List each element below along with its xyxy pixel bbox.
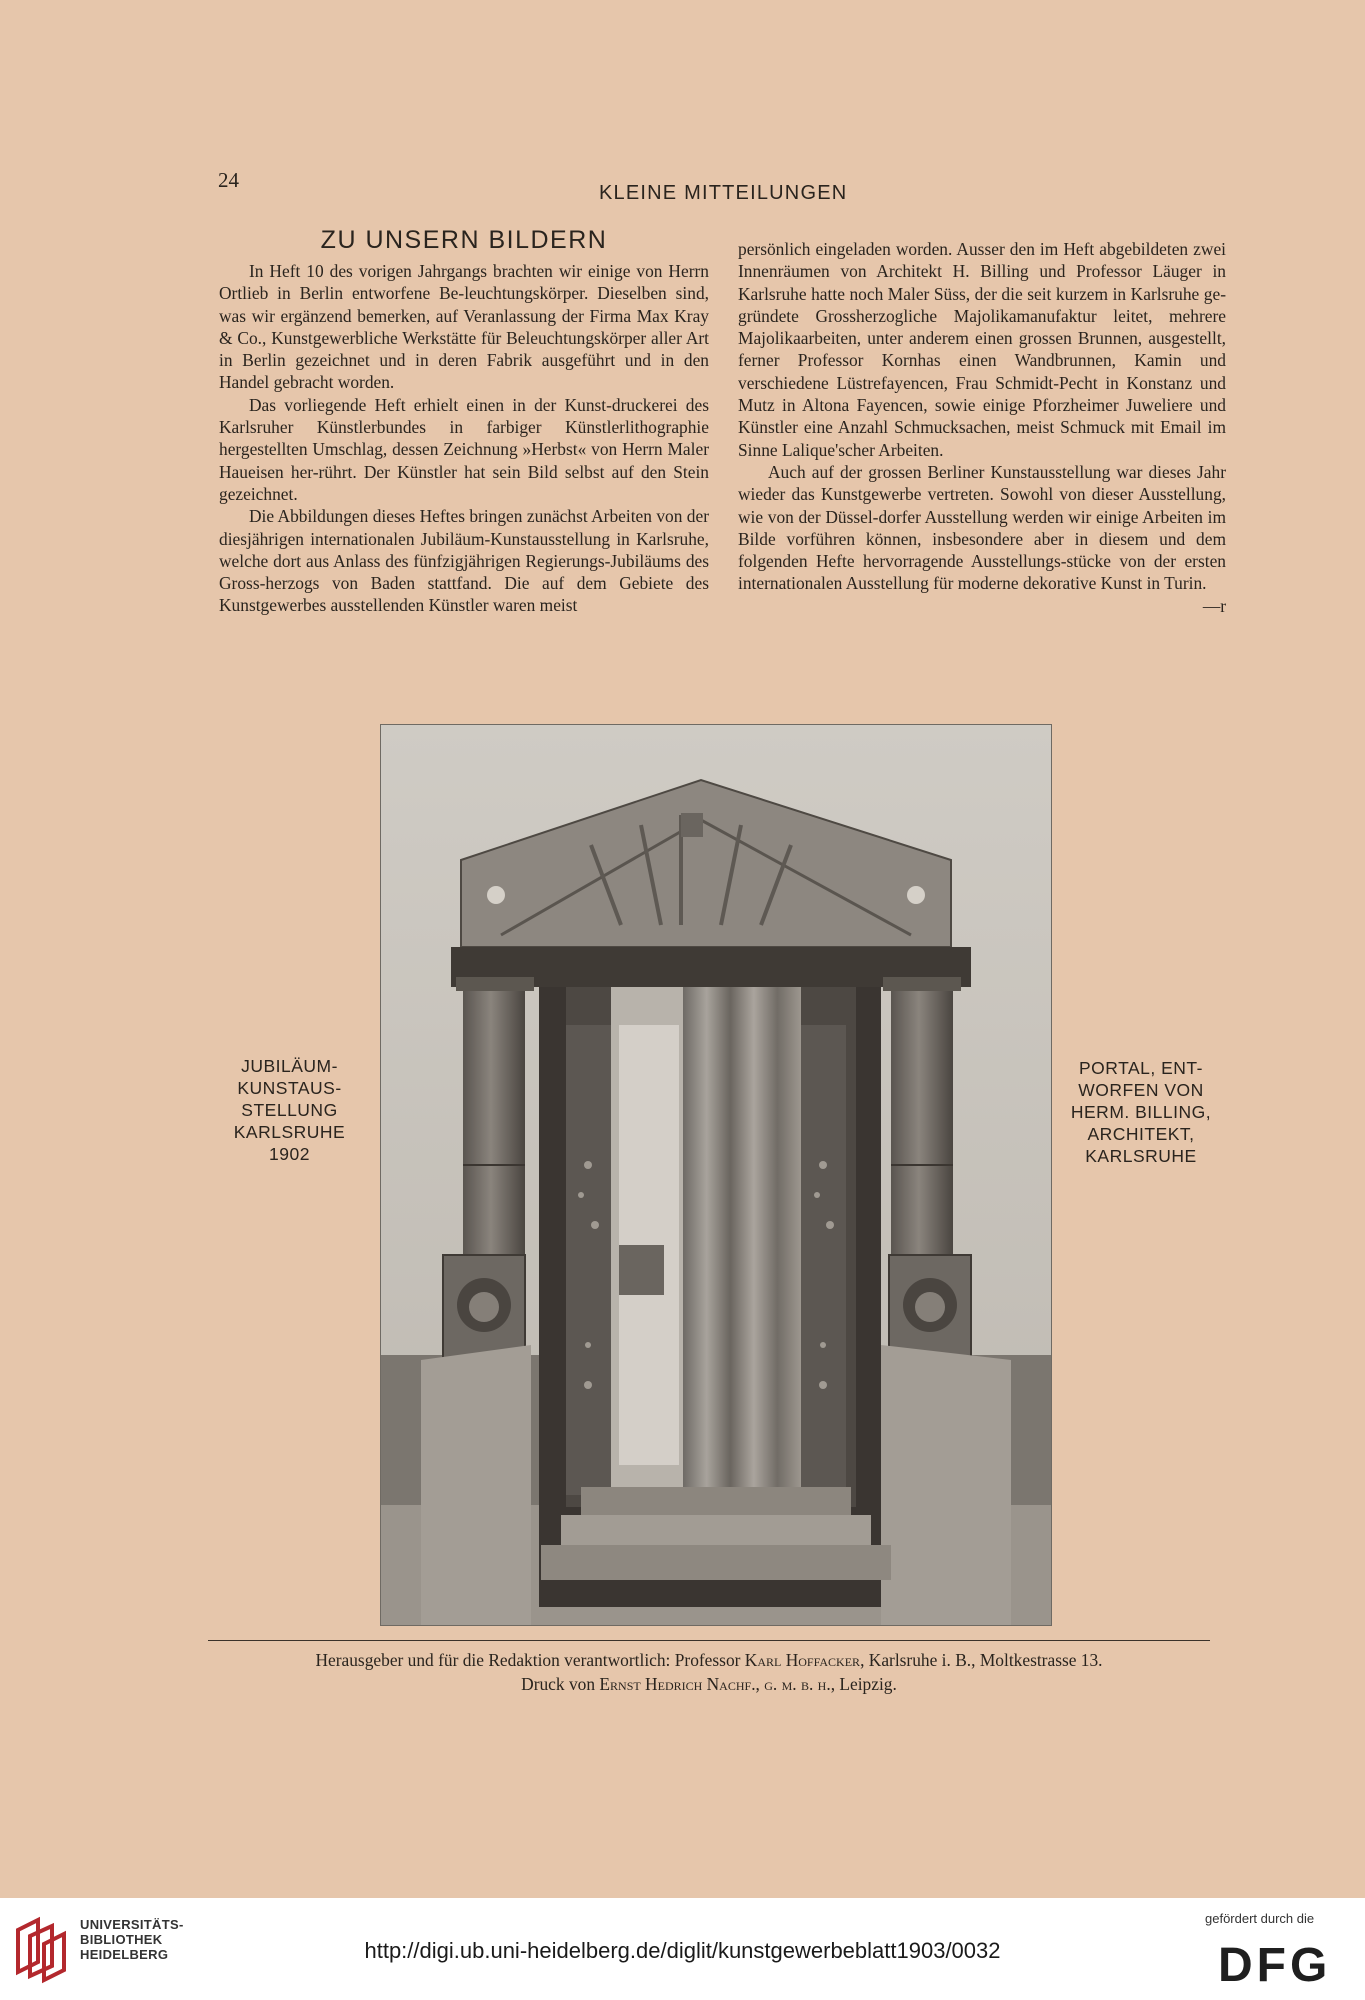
paragraph-text: Auch auf der grossen Berliner Kunstausstellung war dieses Jahr wieder das Kunstgewerbe vertreten. Sowohl von dieser Ausstellung, wie von der Düssel-dorfer Ausstellung werden wir einige Arbeiten im Bilde vorführen können, insbesondere aber in diesem und dem folgenden Hefte hervorragende Ausstellungs-stücke von der ersten internationalen Ausstellung für moderne dekorative Kunst in Turin. [738, 461, 1226, 594]
caption-line: ARCHITEKT, [1087, 1124, 1195, 1144]
library-name-line: BIBLIOTHEK [80, 1932, 163, 1947]
caption-line: 1902 [269, 1144, 310, 1164]
caption-line: HERM. BILLING, [1070, 1102, 1212, 1122]
paragraph: Die Abbildungen dieses Heftes bringen zunächst Arbeiten von der diesjährigen internationalen Jubiläum-Kunstausstellung in Karlsruhe, welche dort aus Anlass des fünfzigjährigen Regierungs-Jubiläums des Gross-herzogs von Baden stattfand. Die auf dem Gebiete des Kunstgewerbes ausstellenden Künstler waren meist [219, 506, 709, 616]
editor-name: Karl Hoffacker [744, 1650, 861, 1670]
library-name-line: UNIVERSITÄTS- [80, 1917, 184, 1932]
curtain [683, 987, 801, 1487]
library-name-line: HEIDELBERG [80, 1947, 169, 1962]
funding-note: gefördert durch die [1205, 1911, 1315, 1926]
article-column-right [738, 238, 1226, 617]
paragraph: In Heft 10 des vorigen Jahrgangs brachten wir einige von Herrn Ortlieb in Berlin entworfene Be-leuchtungskörper. Dieselben sind, was wir ergänzend bemerken, auf Veranlassung der Firma Max Kray & Co., Kunstgewerbliche Werkstätte für Beleuchtungskörper aller Art in Berlin gezeichnet und in deren Fabrik ausgeführt und in den Handel gebracht worden. [219, 261, 709, 393]
imprint-text: , Karlsruhe i. B., Moltkestrasse 13. [860, 1650, 1103, 1670]
printer-name: Ernst Hedrich Nachf., g. m. b. h. [599, 1674, 831, 1694]
caption-right [1066, 1057, 1216, 1167]
footer-rule [208, 1640, 1210, 1641]
portal-photograph [380, 724, 1052, 1626]
caption-line: KARLSRUHE [1085, 1146, 1197, 1166]
running-head: KLEINE MITTEILUNGEN [599, 182, 848, 204]
paragraph: persönlich eingeladen worden. Ausser den im Heft abgebildeten zwei Innenräumen von Architekt H. Billing und Professor Läuger in Karlsruhe hatte noch Maler Süss, der die seit kurzem in Karlsruhe ge-gründete Grossherzogliche Majolikamanufaktur leitet, mehrere Majolikaarbeiten, unter anderem einen grossen Brunnen, ausgestellt, ferner Professor Kornhas einen Wandbrunnen, Kamin und verschiedene Lüstrefayencen, Frau Schmidt-Pecht in Konstanz und Mutz in Altona Fayencen, sowie einige Pforzheimer Juweliere und Künstler eine Anzahl Schmucksachen, meist Schmuck mit Email im Sinne Lalique'scher Arbeiten. [738, 239, 1226, 460]
imprint-text: , Leipzig. [830, 1674, 897, 1694]
imprint-line-editor [208, 1648, 1210, 1672]
caption-left [222, 1055, 357, 1165]
author-signature: —r [1202, 595, 1226, 616]
caption-line: PORTAL, ENT- [1079, 1058, 1203, 1078]
paragraph: Das vorliegende Heft erhielt einen in der Kunst-druckerei des Karlsruher Künstlerbundes in farbiger Künstlerlithographie hergestellten Umschlag, dessen Zeichnung »Herbst« von Herrn Maler Haueisen her-rührt. Der Künstler hat sein Bild selbst auf den Stein gezeichnet. [219, 394, 709, 504]
imprint-text: Herausgeber und für die Redaktion verantwortlich: Professor [315, 1650, 741, 1670]
page-number: 24 [218, 168, 239, 192]
permalink-url[interactable]: http://digi.ub.uni-heidelberg.de/diglit/kunstgewerbeblatt1903/0032 [364, 1938, 1001, 1963]
caption-line: STELLUNG [241, 1100, 338, 1120]
imprint [208, 1648, 1210, 1696]
imprint-text: Druck von [521, 1674, 596, 1694]
caption-line: KARLSRUHE [233, 1122, 346, 1142]
caption-line: WORFEN VON [1078, 1080, 1204, 1100]
caption-line: JUBILÄUM- [241, 1056, 338, 1076]
paragraph [738, 461, 1226, 616]
caption-line: KUNSTAUS- [237, 1078, 342, 1098]
dfg-logo[interactable]: DFG [1218, 1939, 1332, 1992]
article-column-left [219, 224, 709, 617]
article-title: ZU UNSERN BILDERN [320, 226, 608, 254]
imprint-line-printer [208, 1672, 1210, 1696]
